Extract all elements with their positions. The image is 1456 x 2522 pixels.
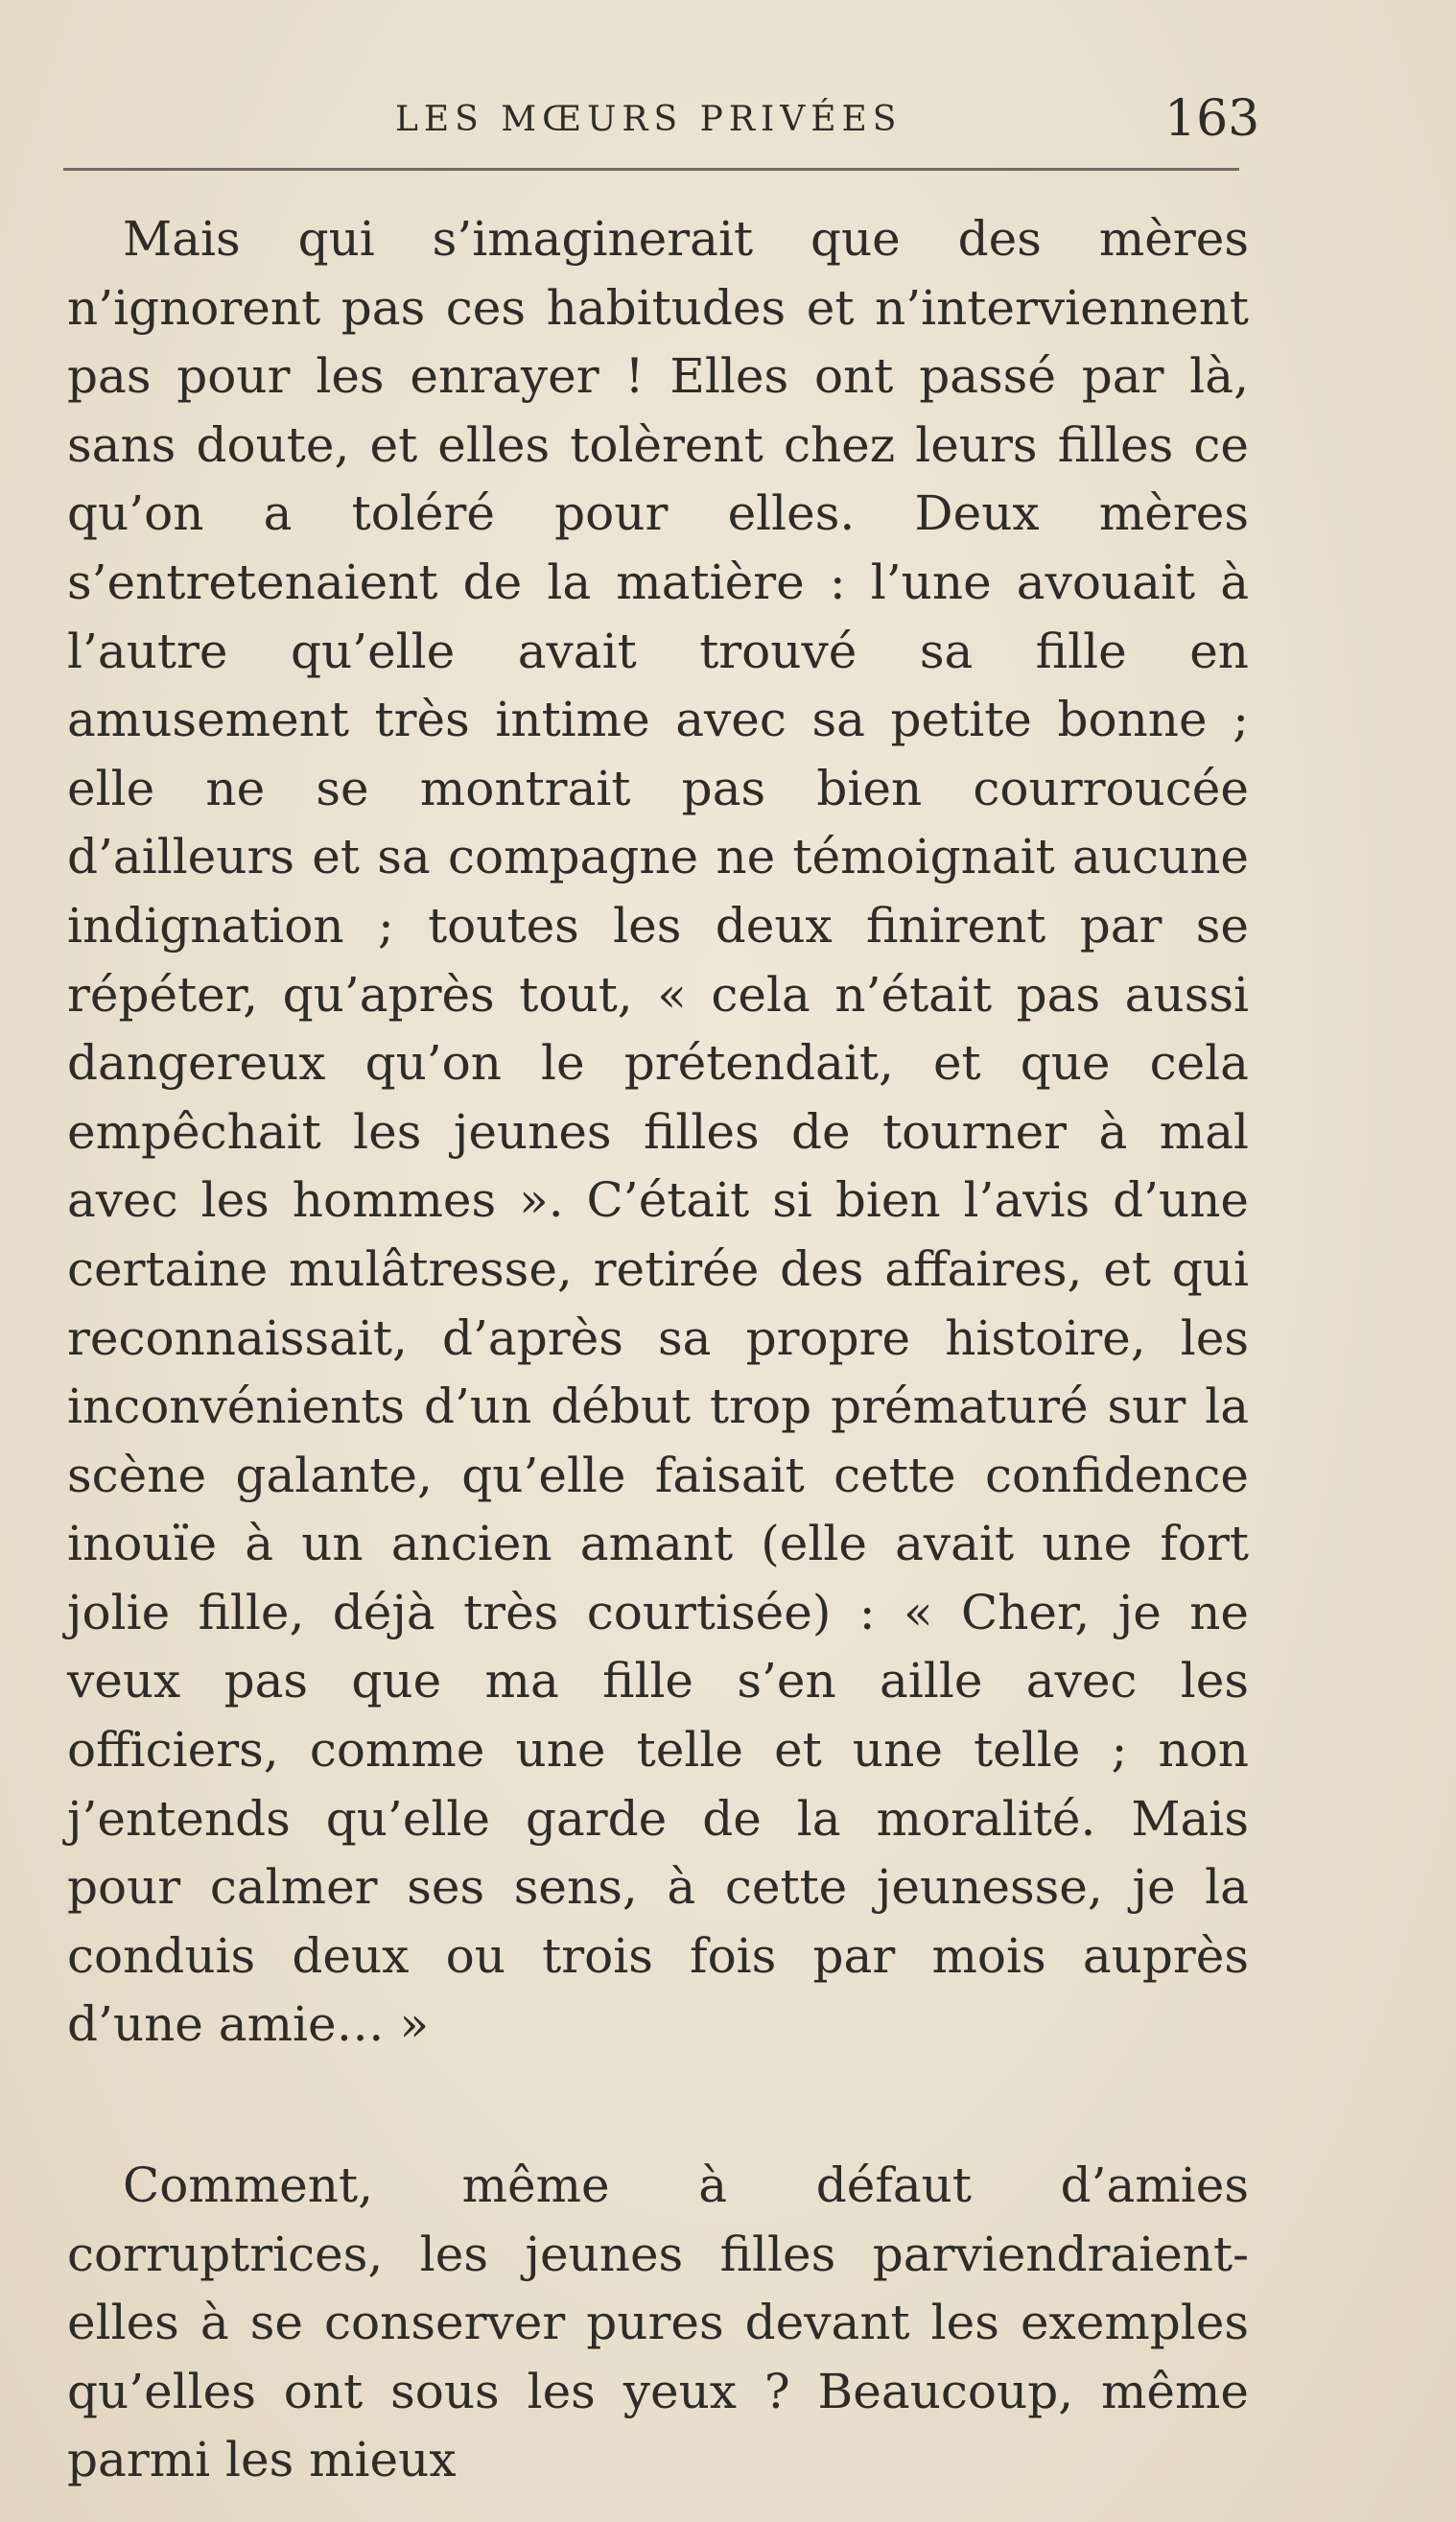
paragraph-2: Comment, même à défaut d’amies corruptrices, les jeunes filles parviendraient-elles à se conserver pures devant les exemples qu’elles ont sous les yeux ? Beaucoup, même parmi les mieux (67, 2157, 1249, 2488)
running-title: LES MŒURS PRIVÉES (395, 100, 903, 139)
body-text (67, 205, 1249, 2495)
paragraph-1: Mais qui s’imaginerait que des mères n’ignorent pas ces habitudes et n’interviennent pas pour les enrayer ! Elles ont passé par là, sans doute, et elles tolèrent chez leurs filles ce qu’on a toléré pour elles. Deux mères s’entretenaient de la matière : l’une avouait à l’autre qu’elle avait trouvé sa fille en amusement très intime avec sa petite bonne ; elle ne se montrait pas bien courroucée d’ailleurs et sa compagne ne témoignait aucune indignation ; toutes les deux finirent par se répéter, qu’après tout, « cela n’était pas aussi dangereux qu’on le prétendait, et que cela empêchait les jeunes filles de tourner à mal avec les hommes ». C’était si bien l’avis d’une certaine mulâtresse, retirée des affaires, et qui reconnaissait, d’après sa propre histoire, les inconvénients d’un début trop prématuré sur la scène galante, qu’elle faisait cette confidence inouïe à un ancien amant (elle avait une fort jolie fille, déjà très courtisée) : « Cher, je ne veux pas que ma fille s’en aille avec les officiers, comme une telle et une telle ; non j’entends qu’elle garde de la moralité. Mais pour calmer ses sens, à cette jeunesse, je la conduis deux ou trois fois par mois auprès d’une amie… » (67, 211, 1249, 2053)
header-rule (63, 168, 1239, 171)
page-number: 163 (1164, 90, 1260, 148)
page-header (0, 90, 1456, 148)
